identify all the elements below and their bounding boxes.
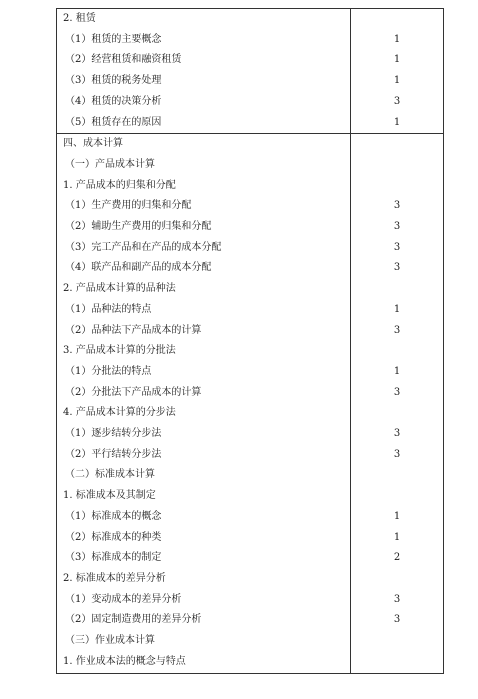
table-row <box>57 113 444 134</box>
table-row <box>57 196 444 217</box>
table-row <box>57 652 444 673</box>
syllabus-item-text: 1. 产品成本的归集和分配 <box>57 176 351 197</box>
table-row <box>57 590 444 611</box>
syllabus-item-text: （1）分批法的特点 <box>57 362 351 383</box>
table-row <box>57 341 444 362</box>
table-row <box>57 465 444 486</box>
ability-level <box>351 403 444 424</box>
table-row <box>57 383 444 404</box>
table-row <box>57 238 444 259</box>
syllabus-item-text: （1）租赁的主要概念 <box>57 30 351 51</box>
syllabus-item-text: （2）辅助生产费用的归集和分配 <box>57 217 351 238</box>
table-row <box>57 403 444 424</box>
syllabus-item-text: （2）经营租赁和融资租赁 <box>57 50 351 71</box>
ability-level: 3 <box>351 321 444 342</box>
syllabus-item-text: （二）标准成本计算 <box>57 465 351 486</box>
table-row <box>57 71 444 92</box>
syllabus-item-text: （三）作业成本计算 <box>57 631 351 652</box>
ability-level: 1 <box>351 507 444 528</box>
syllabus-item-text: 3. 产品成本计算的分批法 <box>57 341 351 362</box>
table-row <box>57 155 444 176</box>
table-row <box>57 569 444 590</box>
ability-level: 1 <box>351 528 444 549</box>
syllabus-item-text: （1）逐步结转分步法 <box>57 424 351 445</box>
table-row <box>57 507 444 528</box>
syllabus-item-text: 四、成本计算 <box>57 134 351 155</box>
syllabus-item-text: （2）平行结转分步法 <box>57 445 351 466</box>
table-row <box>57 9 444 30</box>
table-row <box>57 610 444 631</box>
ability-level: 3 <box>351 590 444 611</box>
syllabus-item-text: （1）生产费用的归集和分配 <box>57 196 351 217</box>
ability-level: 3 <box>351 383 444 404</box>
syllabus-item-text: （1）标准成本的概念 <box>57 507 351 528</box>
ability-level: 3 <box>351 238 444 259</box>
table-row <box>57 134 444 155</box>
ability-level: 3 <box>351 217 444 238</box>
syllabus-item-text: （2）标准成本的种类 <box>57 528 351 549</box>
ability-level <box>351 341 444 362</box>
syllabus-item-text: 1. 标准成本及其制定 <box>57 486 351 507</box>
ability-level <box>351 569 444 590</box>
syllabus-item-text: 4. 产品成本计算的分步法 <box>57 403 351 424</box>
ability-level: 2 <box>351 548 444 569</box>
ability-level <box>351 9 444 30</box>
syllabus-table-body <box>57 9 444 674</box>
ability-level: 1 <box>351 300 444 321</box>
table-row <box>57 92 444 113</box>
table-row <box>57 362 444 383</box>
table-row <box>57 279 444 300</box>
syllabus-item-text: （3）标准成本的制定 <box>57 548 351 569</box>
ability-level: 3 <box>351 424 444 445</box>
table-row <box>57 258 444 279</box>
table-row <box>57 528 444 549</box>
syllabus-item-text: （3）租赁的税务处理 <box>57 71 351 92</box>
table-row <box>57 217 444 238</box>
syllabus-item-text: 2. 产品成本计算的品种法 <box>57 279 351 300</box>
table-row <box>57 321 444 342</box>
ability-level <box>351 134 444 155</box>
ability-level <box>351 652 444 673</box>
table-row <box>57 445 444 466</box>
ability-level <box>351 631 444 652</box>
ability-level: 3 <box>351 196 444 217</box>
ability-level: 3 <box>351 258 444 279</box>
ability-level: 1 <box>351 113 444 134</box>
ability-level: 3 <box>351 92 444 113</box>
ability-level <box>351 465 444 486</box>
syllabus-item-text: （1）变动成本的差异分析 <box>57 590 351 611</box>
table-row <box>57 548 444 569</box>
ability-level: 1 <box>351 362 444 383</box>
ability-level <box>351 176 444 197</box>
ability-level <box>351 486 444 507</box>
syllabus-item-text: （2）固定制造费用的差异分析 <box>57 610 351 631</box>
syllabus-item-text: （5）租赁存在的原因 <box>57 113 351 134</box>
ability-level <box>351 279 444 300</box>
syllabus-item-text: （一）产品成本计算 <box>57 155 351 176</box>
syllabus-item-text: 1. 作业成本法的概念与特点 <box>57 652 351 673</box>
ability-level <box>351 155 444 176</box>
table-row <box>57 424 444 445</box>
syllabus-item-text: （2）品种法下产品成本的计算 <box>57 321 351 342</box>
ability-level: 3 <box>351 445 444 466</box>
syllabus-item-text: （2）分批法下产品成本的计算 <box>57 383 351 404</box>
ability-level: 3 <box>351 610 444 631</box>
syllabus-item-text: 2. 租赁 <box>57 9 351 30</box>
syllabus-table <box>56 8 444 674</box>
syllabus-item-text: （4）联产品和副产品的成本分配 <box>57 258 351 279</box>
syllabus-item-text: （4）租赁的决策分析 <box>57 92 351 113</box>
ability-level: 1 <box>351 71 444 92</box>
table-row <box>57 486 444 507</box>
table-row <box>57 300 444 321</box>
ability-level: 1 <box>351 30 444 51</box>
table-row <box>57 30 444 51</box>
table-row <box>57 176 444 197</box>
ability-level: 1 <box>351 50 444 71</box>
table-row <box>57 50 444 71</box>
table-row <box>57 631 444 652</box>
syllabus-item-text: （1）品种法的特点 <box>57 300 351 321</box>
syllabus-item-text: 2. 标准成本的差异分析 <box>57 569 351 590</box>
syllabus-item-text: （3）完工产品和在产品的成本分配 <box>57 238 351 259</box>
